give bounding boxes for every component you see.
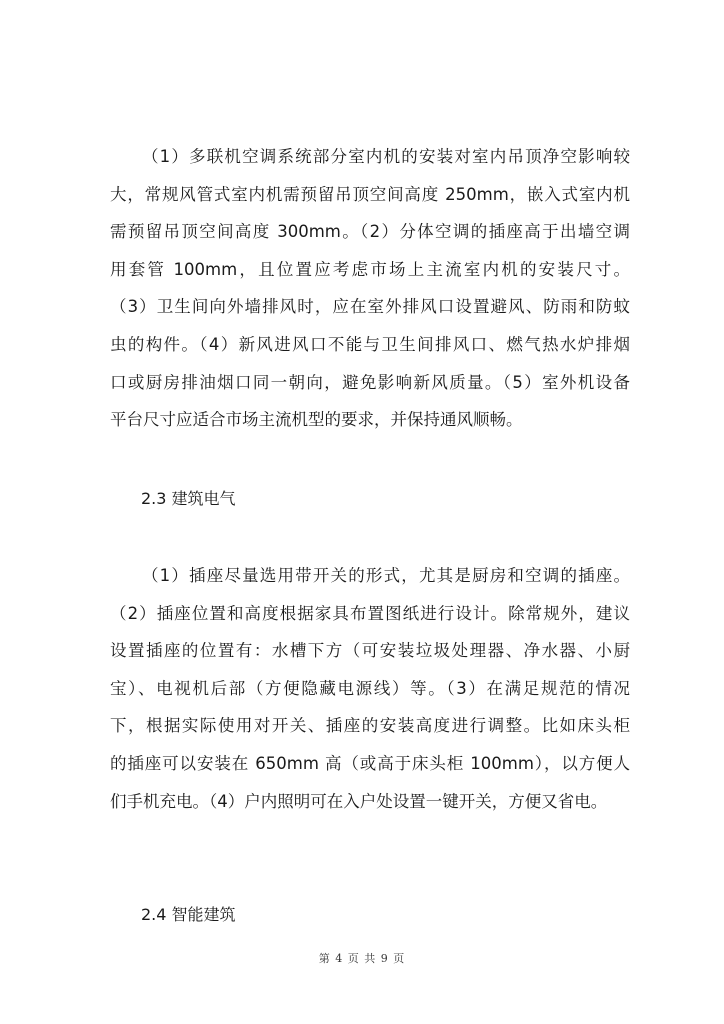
text-line: 设置插座的位置有：水槽下方（可安装垃圾处理器、净水器、小厨	[110, 641, 630, 661]
text-line: （1）插座尽量选用带开关的形式，尤其是厨房和空调的插座。	[142, 566, 630, 585]
text-line: 大，常规风管式室内机需预留吊顶空间高度 250mm，嵌入式室内机	[110, 184, 630, 204]
page-number: 第 4 页 共 9 页	[318, 952, 406, 965]
text-line: 虫的构件。（4）新风进风口不能与卫生间排风口、燃气热水炉排烟	[110, 334, 630, 354]
text-line: 平台尺寸应适合市场主流机型的要求，并保持通风顺畅。	[110, 410, 523, 430]
section-heading-smart: 2.4 智能建筑	[141, 905, 236, 924]
text-line: 需预留吊顶空间高度 300mm。（2）分体空调的插座高于出墙空调	[110, 222, 630, 242]
paragraph-hvac	[110, 138, 630, 439]
text-line: 宝）、电视机后部（方便隐藏电源线）等。（3）在满足规范的情况	[110, 678, 630, 698]
paragraph-electrical	[110, 557, 630, 820]
text-line: 用套管 100mm，且位置应考虑市场上主流室内机的安装尺寸。	[110, 259, 630, 279]
text-line: 下，根据实际使用对开关、插座的安装高度进行调整。比如床头柜	[110, 716, 630, 736]
section-heading-electrical: 2.3 建筑电气	[141, 489, 236, 508]
text-line: （3）卫生间向外墙排风时，应在室外排风口设置避风、防雨和防蚊	[110, 297, 630, 317]
text-line: （2）插座位置和高度根据家具布置图纸进行设计。除常规外，建议	[110, 603, 630, 623]
text-line: （1）多联机空调系统部分室内机的安装对室内吊顶净空影响较	[142, 147, 630, 166]
text-line: 的插座可以安装在 650mm 高（或高于床头柜 100mm），以方便人	[110, 753, 630, 773]
text-line: 口或厨房排油烟口同一朝向，避免影响新风质量。（5）室外机设备	[110, 372, 630, 392]
text-line: 们手机充电。（4）户内照明可在入户处设置一键开关，方便又省电。	[110, 791, 608, 811]
